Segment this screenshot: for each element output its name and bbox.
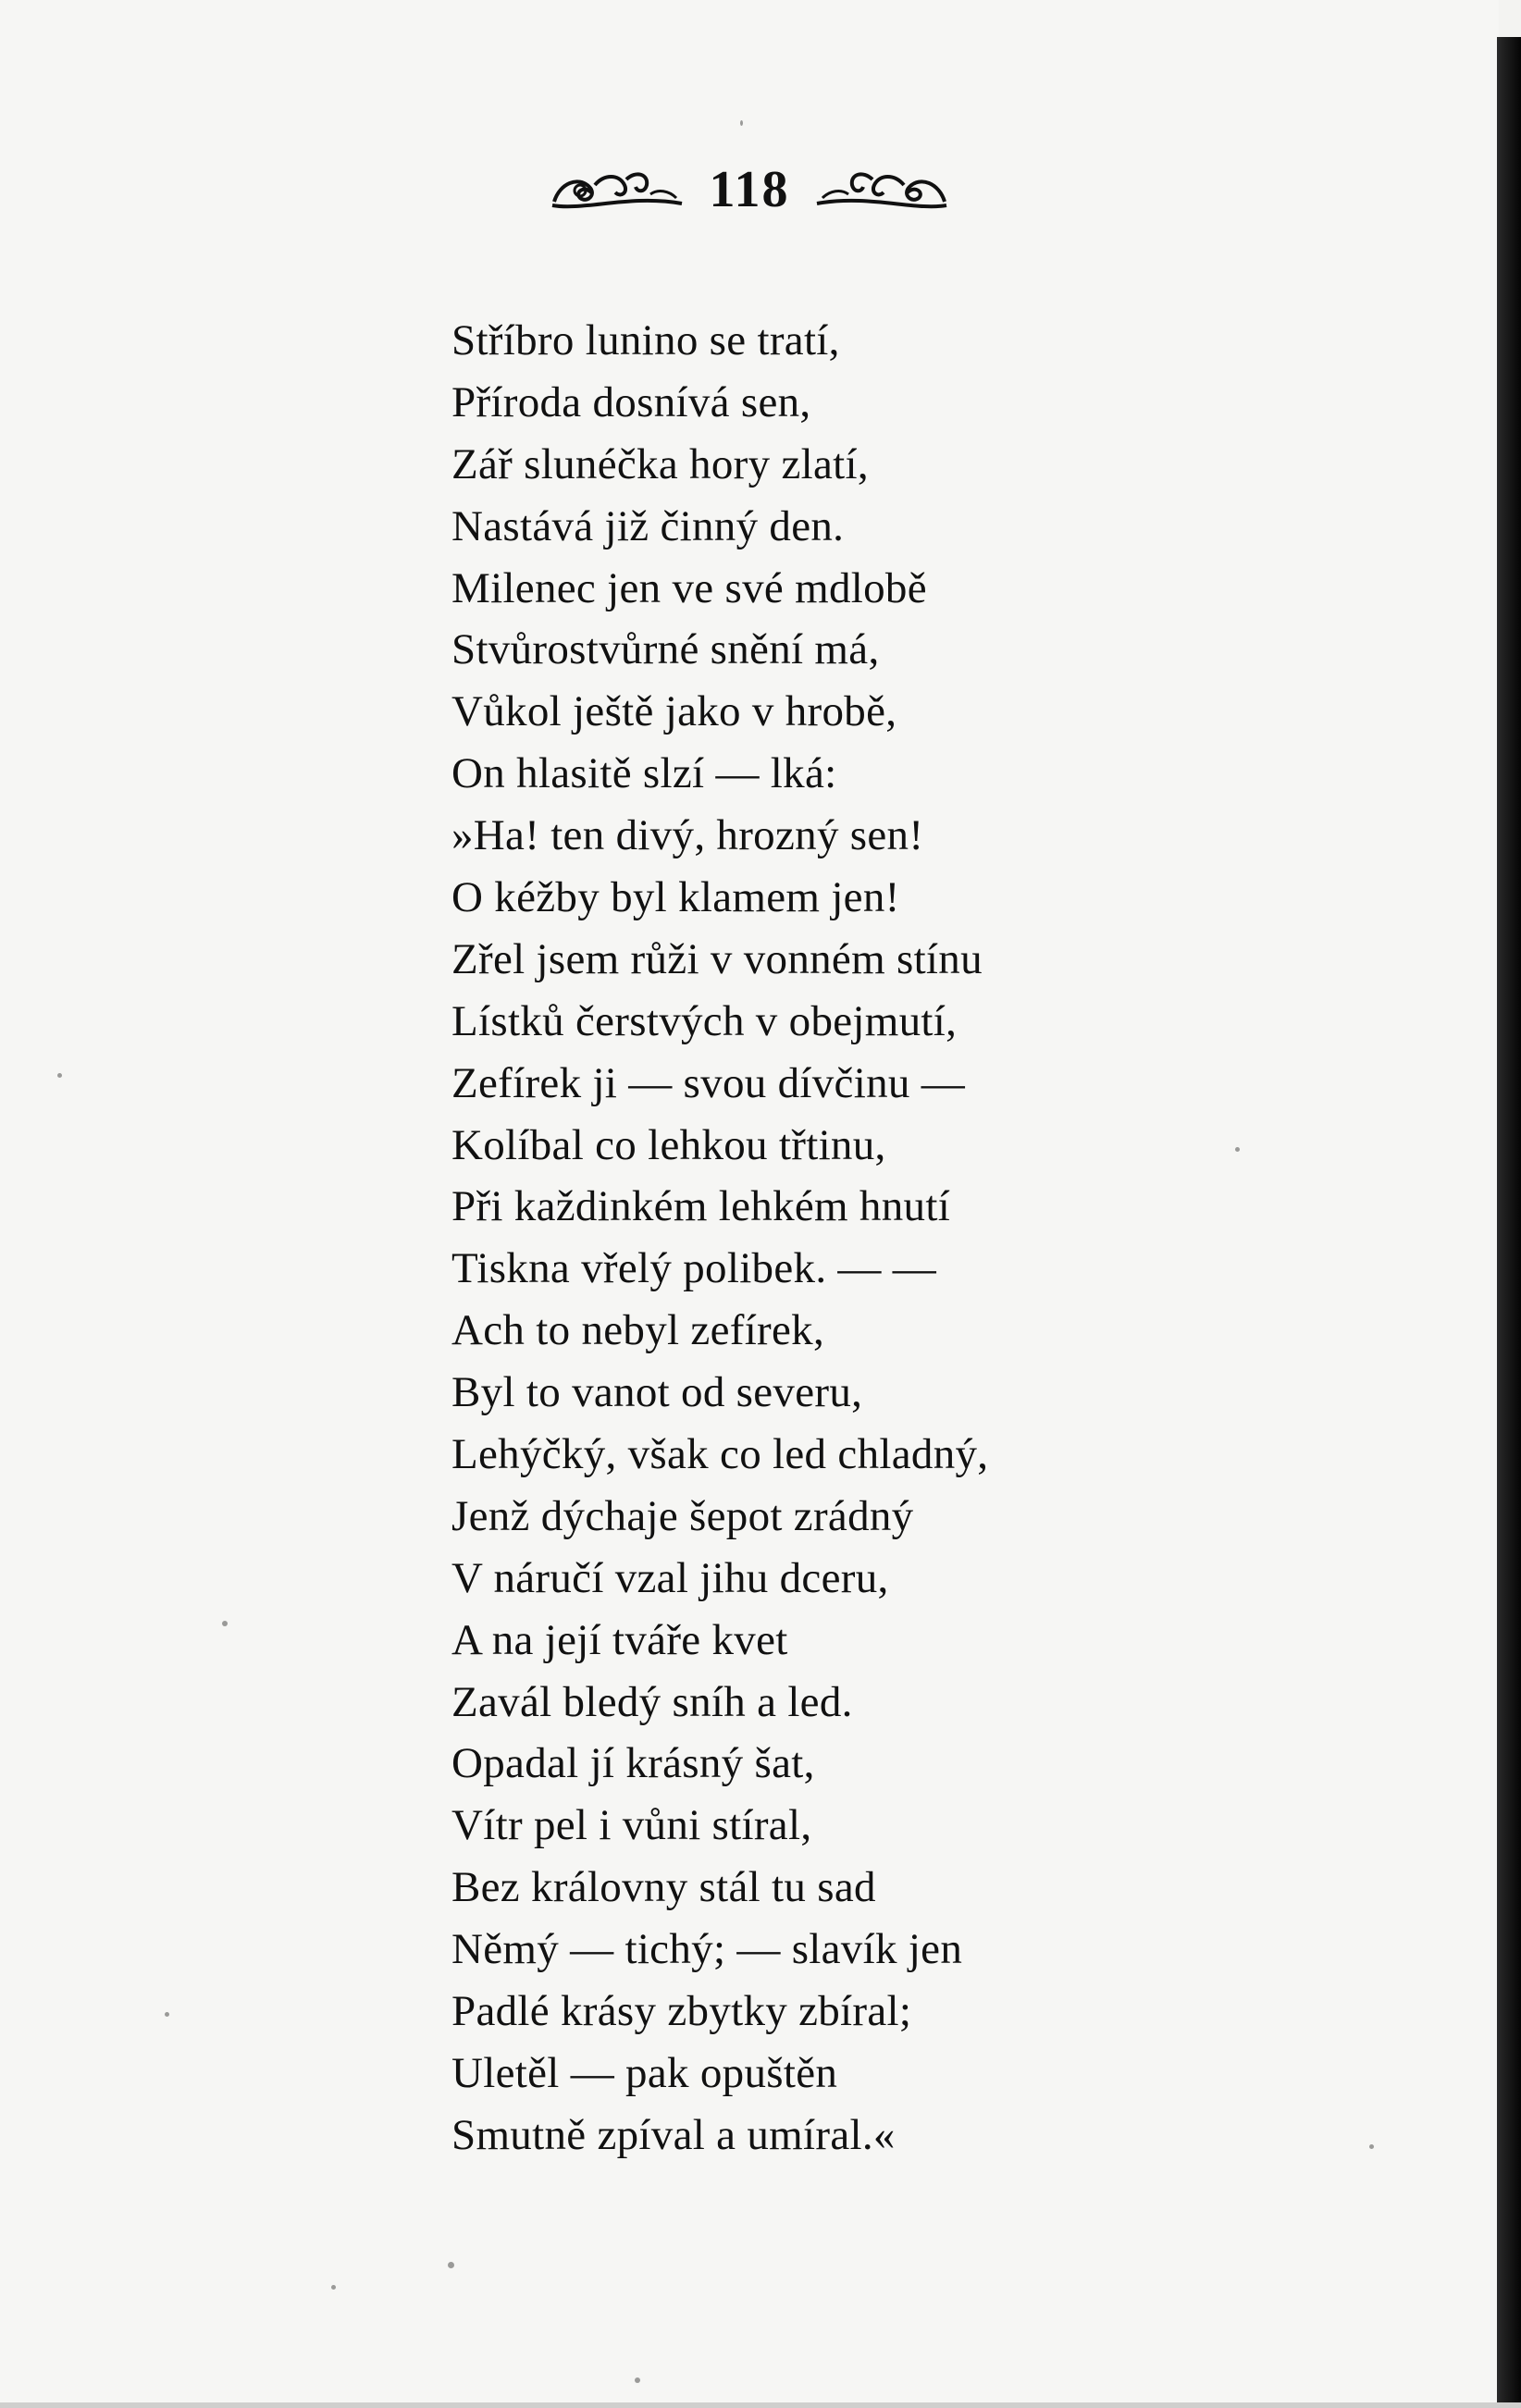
poem-line: Stvůrostvůrné snění má, [451, 625, 880, 674]
paper-speck [165, 2012, 169, 2017]
poem-line: Zřel jsem růži v vonném stínu [451, 934, 983, 983]
paper-speck [448, 2262, 454, 2268]
paper-speck [222, 1621, 228, 1626]
poem-line: »Ha! ten divý, hrozný sen! [451, 811, 924, 860]
poem-line: Padlé krásy zbytky zbíral; [451, 1987, 912, 2036]
poem-line: Zavál bledý sníh a led. [451, 1677, 853, 1726]
poem-line: A na její tváře kvet [451, 1615, 788, 1664]
left-floral-ornament-icon [547, 167, 686, 213]
poem-line: Smutně zpíval a umíral.« [451, 2110, 896, 2159]
poem-line: Příroda dosnívá sen, [451, 377, 811, 426]
poem-line: On hlasitě slzí — lká: [451, 749, 837, 798]
paper-speck [57, 1073, 62, 1078]
paper-speck [331, 2285, 336, 2290]
page-header [518, 157, 981, 222]
poem-line: Vůkol ještě jako v hrobě, [451, 687, 897, 736]
poem-line: Milenec jen ve své mdlobě [451, 563, 927, 612]
paper-speck [740, 120, 743, 126]
poem-line: Kolíbal co lehkou třtinu, [451, 1120, 886, 1169]
right-floral-ornament-icon [813, 167, 952, 213]
poem-line: Zář slunéčka hory zlatí, [451, 439, 869, 488]
page-bottom-edge [0, 2402, 1521, 2408]
poem-line: Jenž dýchaje šepot zrádný [451, 1491, 914, 1540]
poem-line: V náručí vzal jihu dceru, [451, 1553, 889, 1602]
poem-line: Zefírek ji — svou dívčinu — [451, 1058, 966, 1107]
poem-line: Ach to nebyl zefírek, [451, 1306, 825, 1355]
poem-line: O kéžby byl klamem jen! [451, 873, 900, 922]
poem-line: Lístků čerstvých v obejmutí, [451, 996, 958, 1045]
page-number: 118 [709, 161, 790, 218]
poem-text [451, 310, 1155, 2167]
poem-line: Němý — tichý; — slavík jen [451, 1925, 963, 1974]
poem-line: Uletěl — pak opuštěn [451, 2048, 838, 2097]
poem-line: Opadal jí krásný šat, [451, 1739, 815, 1788]
poem-line: Lehýčký, však co led chladný, [451, 1430, 989, 1479]
poem-line: Byl to vanot od severu, [451, 1368, 863, 1417]
poem-line: Tiskna vřelý polibek. — — [451, 1244, 937, 1293]
paper-speck [1235, 1147, 1240, 1152]
paper-speck [1369, 2144, 1374, 2149]
poem-line: Bez královny stál tu sad [451, 1863, 876, 1912]
poem-line: Vítr pel i vůni stíral, [451, 1801, 812, 1850]
poem-line: Nastává již činný den. [451, 501, 845, 550]
page-edge-shadow [1497, 37, 1521, 2405]
poem-line: Stříbro lunino se tratí, [451, 316, 840, 364]
poem-line: Při každinkém lehkém hnutí [451, 1182, 951, 1231]
paper-speck [635, 2377, 640, 2383]
